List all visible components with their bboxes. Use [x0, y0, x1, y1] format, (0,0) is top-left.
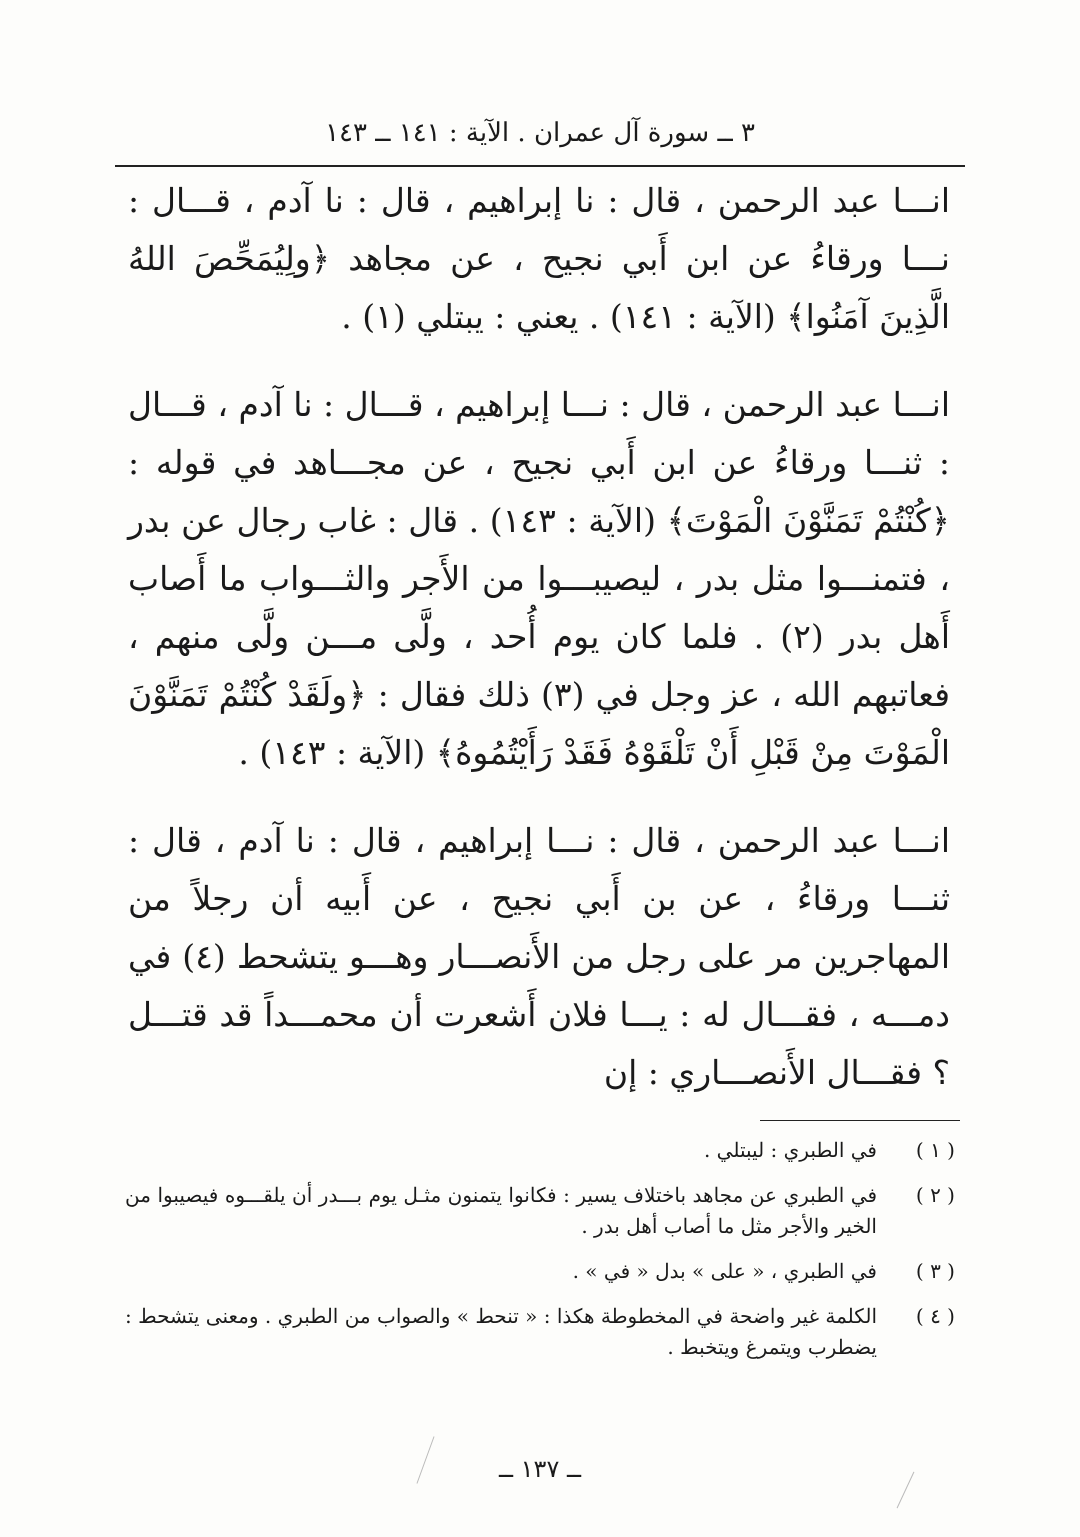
footnote-3 — [125, 1256, 955, 1287]
footnote-4 — [125, 1301, 955, 1363]
paragraph-2: انـــا عبد الرحمن ، قال : نـــا إبراهيم ، قـــال : نا آدم ، قـــال : ثنـــا ورقاءُ عن ابن أَبي نجيح ، عن مجـــاهد في قوله : ﴿كُنْتُمْ تَمَنَّوْنَ الْمَوْتَ﴾ (الآية : ١٤٣) . قال : غاب رجال عن بدر ، فتمنـــوا مثل بدر ، ليصيبـــوا من الأَجر والثـــواب ما أَصاب أَهل بدر (٢) . فلما كان يوم أُحد ، ولَّى مـــن ولَّى منهم ، فعاتبهم الله ، عز وجل في (٣) ذلك فقال : ﴿ولَقَدْ كُنْتُمْ تَمَنَّوْنَ الْمَوْتَ مِنْ قَبْلِ أَنْ تَلْقَوْهُ فَقَدْ رَأَيْتُمُوهُ﴾ (الآية : ١٤٣) . — [128, 385, 951, 772]
footnote-text: في الطبري عن مجاهد باختلاف يسير : فكانوا يتمنون مثـل يوم بـــدر أن يلقـــوه فيصيبوا من الخير والأجر مثل ما أصاب أهل بدر . — [125, 1183, 877, 1238]
footnote-number: ( ٤ ) — [915, 1304, 955, 1328]
header-rule — [115, 165, 965, 167]
footnote-number: ( ٢ ) — [915, 1183, 955, 1207]
footnote-number: ( ٣ ) — [915, 1259, 955, 1283]
body-text — [128, 172, 950, 1102]
page-number: ــ ١٣٧ ــ — [498, 1455, 582, 1483]
footnote-text: الكلمة غير واضحة في المخطوطة هكذا : « تنحط » والصواب من الطبري . ومعنى يتشحط : يضطرب ويتمرغ ويتخبط . — [124, 1304, 877, 1359]
footnote-2 — [125, 1180, 955, 1242]
footnote-number: ( ١ ) — [915, 1138, 955, 1162]
running-header: ٣ ــ سورة آل عمران . الآية : ١٤١ ــ ١٤٣ — [325, 118, 755, 148]
paragraph-1: انـــا عبد الرحمن ، قال : نا إبراهيم ، قال : نا آدم ، قـــال : نـــا ورقاءُ عن ابن أَبي نجيح ، عن مجاهد ﴿ولِيُمَحِّصَ اللهُ الَّذِينَ آمَنُوا﴾ (الآية : ١٤١) . يعني : يبتلي (١) . — [128, 181, 950, 336]
footnote-rule — [760, 1120, 960, 1121]
footnotes — [125, 1135, 955, 1377]
paragraph-3: انـــا عبد الرحمن ، قال : نـــا إبراهيم ، قال : نا آدم ، قال : ثنـــا ورقاءُ ، عن بن أَبي نجيح ، عن أَبيه أن رجلاً من المهاجرين مر على رجل من الأَنصـــار وهـــو يتشحط (٤) في دمـــه ، فقـــال له : يـــا فلان أَشعرت أن محمـــداً قد قتـــل ؟ فقـــال الأَنصـــاري : إن — [128, 821, 950, 1092]
footnote-text: في الطبري ، « على » بدل « في » . — [572, 1259, 877, 1283]
footnote-1 — [125, 1135, 955, 1166]
footnote-text: في الطبري : ليبتلي . — [703, 1138, 877, 1162]
